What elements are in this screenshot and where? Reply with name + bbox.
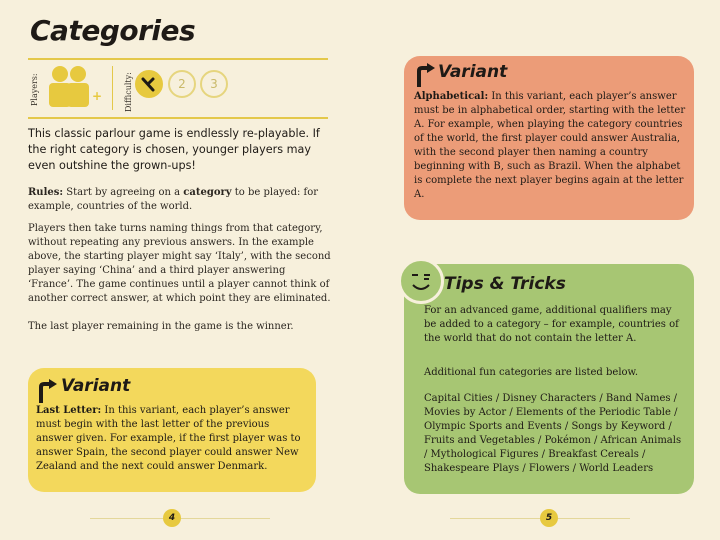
tips-paragraph-2: Additional fun categories are listed below.	[424, 367, 639, 378]
tips-paragraph-1: For an advanced game, additional qualifiers may be added to a category – for example, countries of the world that do not contain the letter A.	[424, 305, 679, 344]
rules-paragraph	[28, 186, 333, 214]
players-plus: +	[92, 89, 102, 103]
tips-categories-list: Capital Cities / Disney Characters / Band Names / Movies by Actor / Elements of the Periodic Table / Olympic Sports and Events / Songs by Keyword / Fruits and Vegetables / Pokémon / African Animals / Mythological Figures / Breakfast Cereals / Shakespeare Plays / Flowers / World Leaders	[424, 393, 682, 474]
tips-heading: Tips & Tricks	[444, 274, 566, 294]
check-mark-icon	[140, 75, 158, 93]
rules-text-1: Start by agreeing on a	[63, 187, 184, 198]
variant-label: Last Letter:	[36, 405, 102, 416]
stats-divider-bottom	[28, 117, 328, 119]
difficulty-3: 3	[200, 70, 228, 98]
difficulty-label: Difficulty:	[124, 72, 133, 112]
stats-divider	[112, 66, 113, 110]
page-number: 5	[540, 509, 558, 527]
page-title: Categories	[30, 14, 196, 47]
intro-text: This classic parlour game is endlessly re-playable. If the right category is chosen, younger players may even outshine the grown-ups!	[28, 127, 320, 172]
difficulty-2: 2	[168, 70, 196, 98]
variant-body: In this variant, each player’s answer must begin with the last letter of the previous answer given. For example, if the first player was to answer Spain, the second player could answer New Zealand and the next could answer Denmark.	[36, 405, 301, 472]
variant-panel-alphabetical	[404, 56, 694, 220]
winner-paragraph: The last player remaining in the game is the winner.	[28, 321, 294, 332]
face-svg	[401, 261, 441, 301]
arrow-icon	[36, 378, 58, 404]
variant-label: Alphabetical:	[414, 91, 489, 102]
difficulty-1-selected-icon	[135, 70, 163, 98]
players-paragraph: Players then take turns naming things from that category, without repeating any previous answers. In the example above, the starting player might say ‘Italy’, with the second player saying ‘China’ and a third player answering ‘France’. The game continues until a player cannot think of another correct answer, at which point they are eliminated.	[28, 223, 331, 304]
variant-heading: Variant	[61, 376, 131, 396]
tips-panel	[404, 264, 694, 494]
right-page	[360, 0, 720, 540]
rules-text-2: to be played: for example, countries of the world.	[28, 187, 319, 212]
variant-text	[36, 404, 306, 474]
rules-label: Rules:	[28, 187, 64, 198]
players-icon	[44, 64, 102, 108]
page-number: 4	[163, 509, 181, 527]
variant-panel-last-letter	[28, 368, 316, 492]
winking-face-icon	[398, 258, 444, 304]
players-label: Players:	[30, 73, 39, 106]
variant-text	[414, 90, 686, 202]
rules-bold: category	[183, 187, 232, 198]
arrow-icon	[414, 62, 436, 88]
title-divider	[28, 58, 328, 60]
variant-heading: Variant	[438, 62, 508, 82]
variant-body: In this variant, each player’s answer must be in alphabetical order, starting with the letter A. For example, when playing the category countries of the world, the first player could answer Australia, with the second player then naming a country beginning with B, such as Brazil. When the alphabet is complete the next player begins again at the letter A.	[414, 91, 686, 200]
